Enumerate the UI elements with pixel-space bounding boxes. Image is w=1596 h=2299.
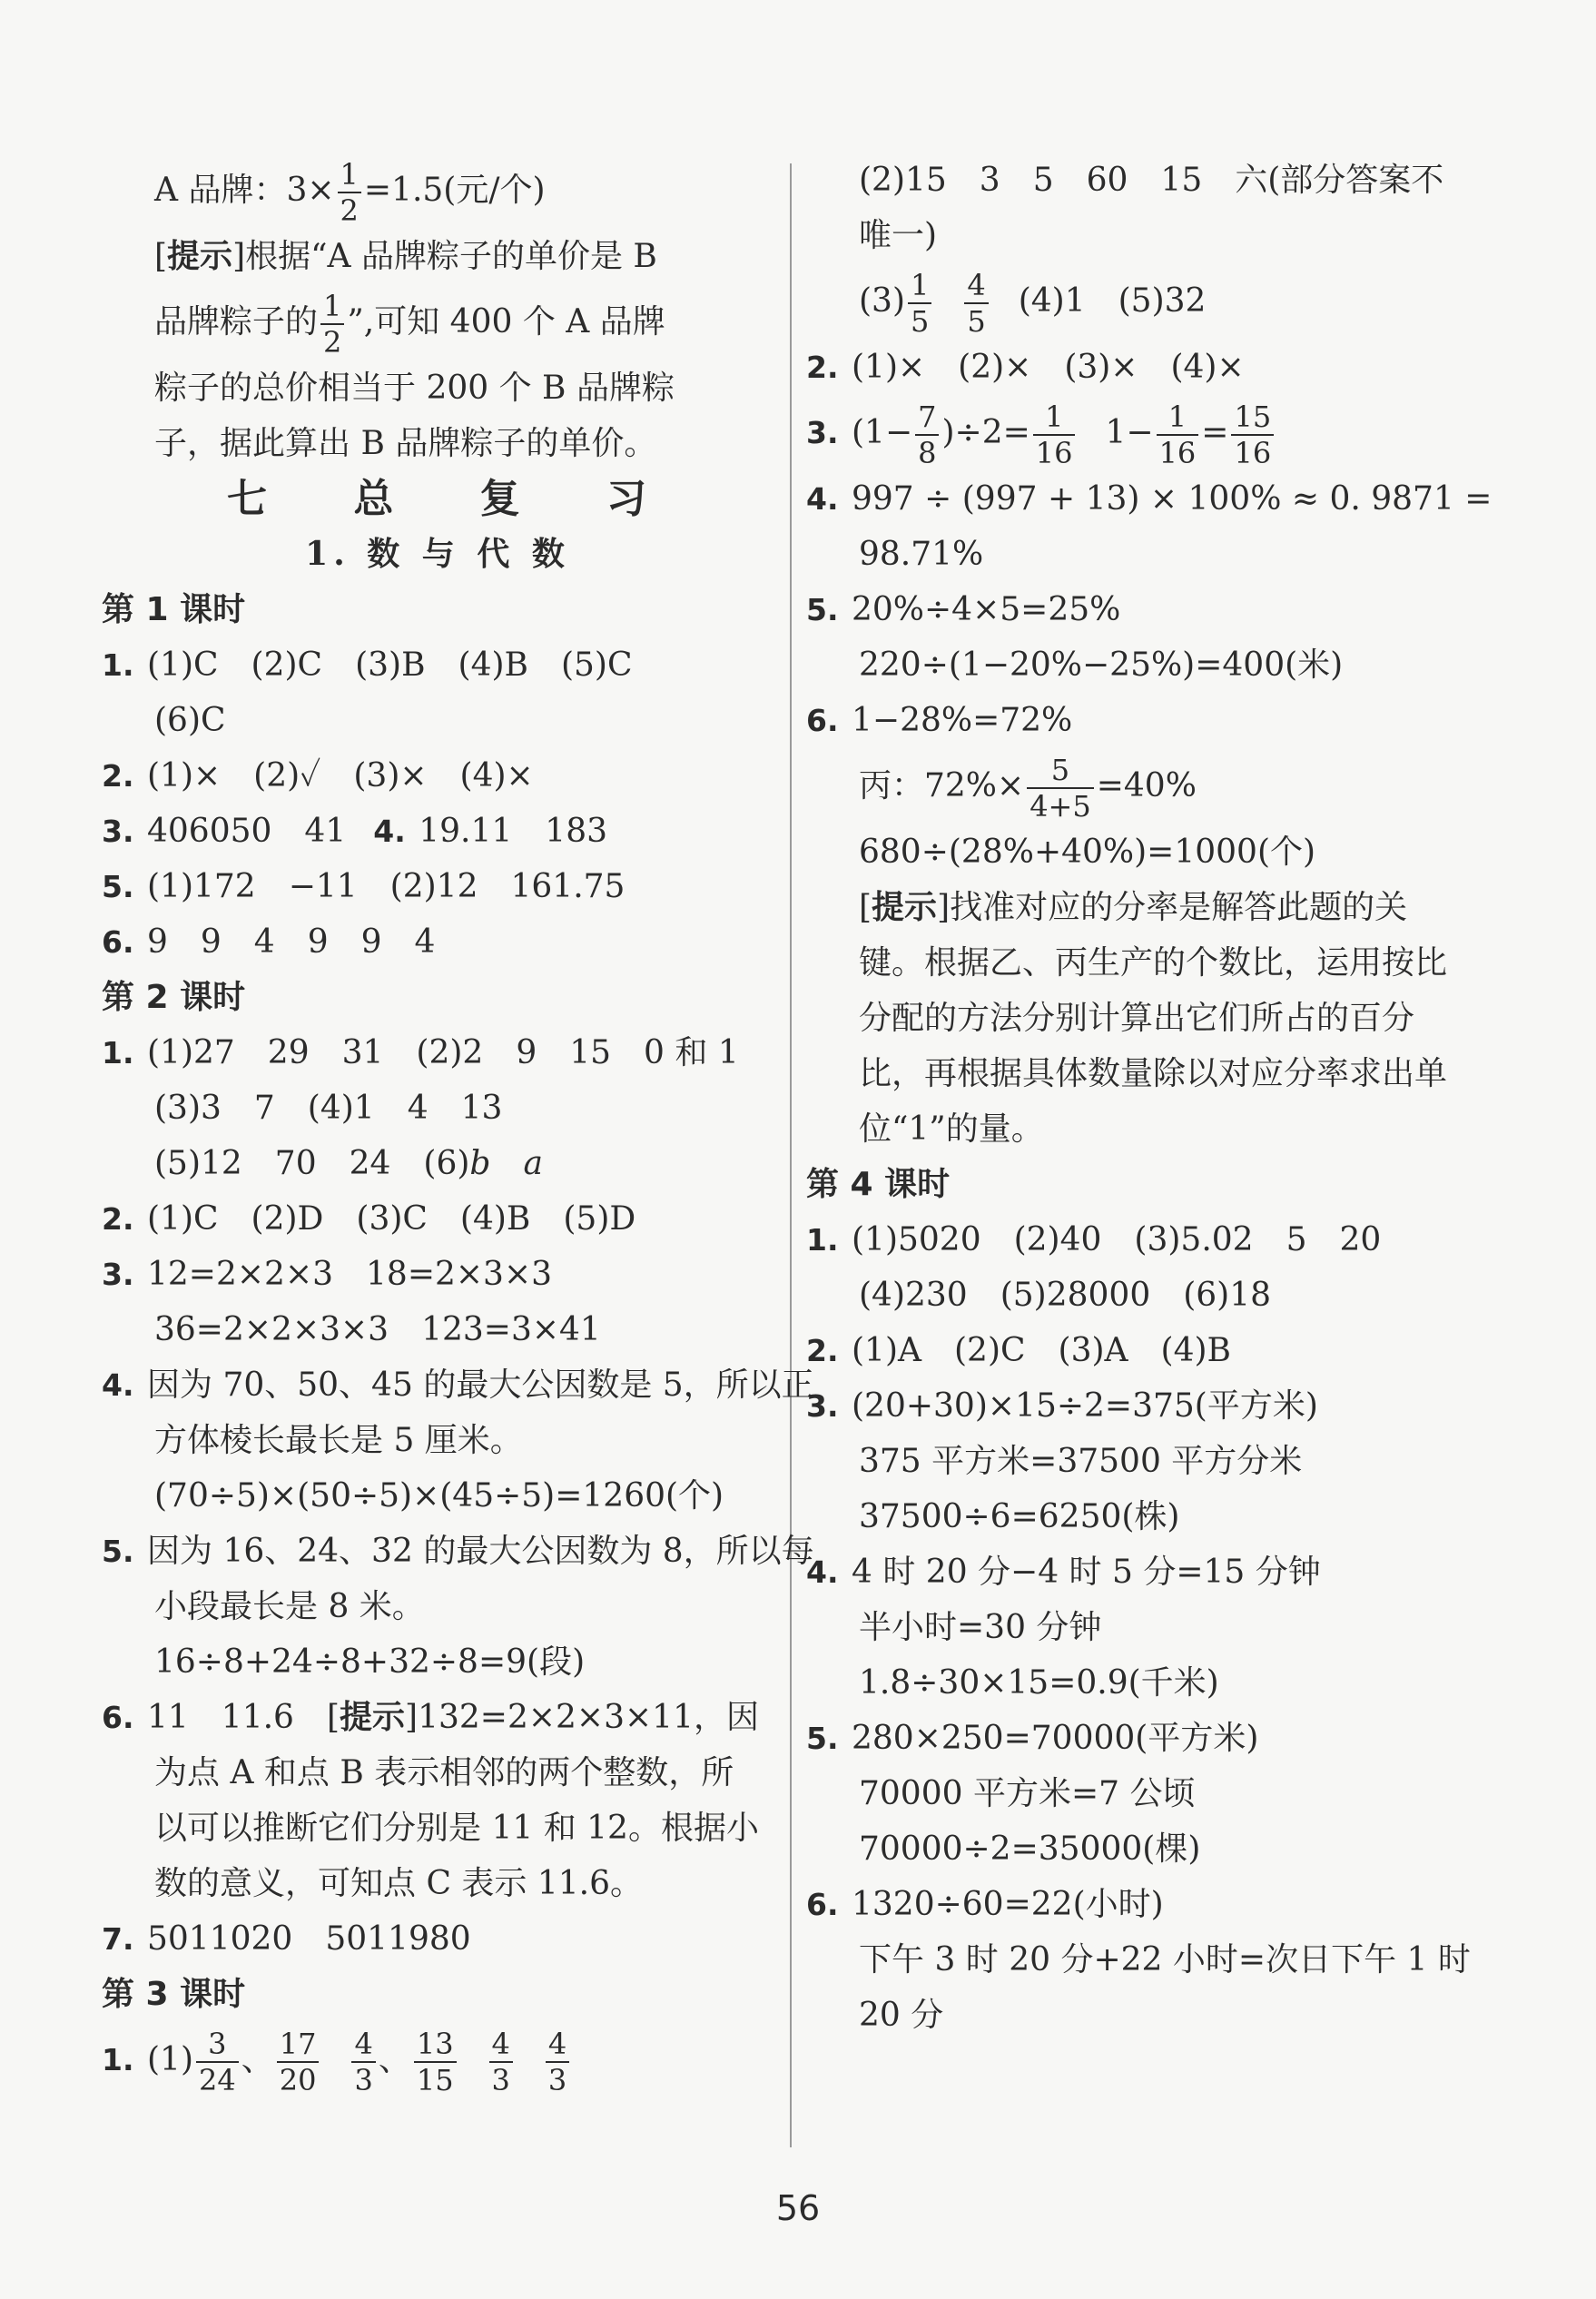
fraction: $\frac{17}{20}$ bbox=[277, 2029, 320, 2095]
answer-line: 1. (1)C (2)C (3)B (4)B (5)C bbox=[102, 646, 633, 684]
answer-line: 3. 406050 41 4. 19.11 183 bbox=[102, 813, 608, 850]
hint-line: 分配的方法分别计算出它们所占的百分 bbox=[859, 1000, 1415, 1037]
answer-line: 5. (1)172 −11 (2)12 161.75 bbox=[102, 868, 626, 905]
hint-line: [提示]找准对应的分率是解答此题的关 bbox=[806, 880, 1496, 935]
answer-line: 2. (1)× (2)✓ (3)× (4)× bbox=[102, 757, 534, 794]
lesson-heading: 第 4 课时 bbox=[806, 1166, 951, 1203]
lesson-heading: 第 2 课时 bbox=[102, 979, 246, 1016]
answer-line: 唯一) bbox=[859, 217, 938, 254]
answer-line: (4)230 (5)28000 (6)18 bbox=[859, 1277, 1272, 1314]
answer-line: 70000÷2=35000(棵) bbox=[859, 1830, 1201, 1868]
answer-line: 为点 A 和点 B 表示相邻的两个整数，所 bbox=[154, 1754, 734, 1791]
fraction: $\frac{3}{24}$ bbox=[196, 2029, 239, 2095]
fraction: $\frac{5}{4+5}$ bbox=[1027, 755, 1094, 821]
answer-line: 5. 20%÷4×5=25% bbox=[806, 591, 1121, 628]
fraction: $\frac{1}{2}$ bbox=[338, 160, 361, 225]
answer-line: 7. 5011020 5011980 bbox=[102, 1920, 471, 1958]
answer-line: 丙：72%× $\frac{5}{4+5}$ =40% bbox=[859, 753, 1197, 824]
answer-line: 1.8÷30×15=0.9(千米) bbox=[859, 1664, 1219, 1702]
answer-line: 680÷(28%+40%)=1000(个) bbox=[859, 834, 1316, 871]
hint-label: 提示 bbox=[340, 1699, 406, 1736]
fraction: $\frac{1}{16}$ bbox=[1157, 402, 1199, 468]
fraction: $\frac{1}{16}$ bbox=[1033, 402, 1076, 468]
fraction: $\frac{4}{3}$ bbox=[351, 2029, 375, 2095]
hint-line: 粽子的总价相当于 200 个 B 品牌粽 bbox=[154, 370, 675, 407]
hint-line: 比，再根据具体数量除以对应分率求出单 bbox=[859, 1055, 1448, 1092]
answer-line: 36=2×2×3×3 123=3×41 bbox=[154, 1311, 601, 1348]
answer-line: 5. 因为 16、24、32 的最大公因数为 8，所以每 bbox=[102, 1533, 814, 1570]
answer-line: 37500÷6=6250(株) bbox=[859, 1498, 1180, 1535]
answer-line: 70000 平方米=7 公顷 bbox=[859, 1775, 1196, 1812]
intro-text: A 品牌：3× bbox=[154, 172, 335, 209]
answer-line: (3)3 7 (4)1 4 13 bbox=[154, 1090, 503, 1127]
answer-line: 数的意义，可知点 C 表示 11.6。 bbox=[154, 1865, 644, 1902]
answer-line: 6. 1−28%=72% bbox=[806, 702, 1073, 739]
answer-line: 220÷(1−20%−25%)=400(米) bbox=[859, 646, 1344, 684]
fraction: $\frac{4}{3}$ bbox=[546, 2029, 569, 2095]
answer-line: 1. (1)5020 (2)40 (3)5.02 5 20 bbox=[806, 1221, 1382, 1258]
answer-line: 下午 3 时 20 分+22 小时=次日下午 1 时 bbox=[859, 1941, 1471, 1978]
answer-line: 2. (1)C (2)D (3)C (4)B (5)D bbox=[102, 1200, 636, 1238]
answer-line: 2. (1)A (2)C (3)A (4)B bbox=[806, 1332, 1231, 1369]
fraction: $\frac{15}{16}$ bbox=[1231, 402, 1274, 468]
answer-line: (70÷5)×(50÷5)×(45÷5)=1260(个) bbox=[154, 1477, 724, 1515]
answer-line: 6. 11 11.6 [提示]132=2×2×3×11，因 bbox=[102, 1690, 773, 1745]
hint-line: 位“1”的量。 bbox=[859, 1110, 1044, 1148]
lesson-heading: 第 3 课时 bbox=[102, 1976, 246, 2013]
answer-line: (5)12 70 24 (6)b a bbox=[154, 1145, 543, 1182]
page-number: 56 bbox=[775, 2188, 821, 2228]
answer-line: 3. 12=2×2×3 18=2×3×3 bbox=[102, 1256, 553, 1293]
lesson-heading: 第 1 课时 bbox=[102, 591, 246, 628]
answer-line: 4. 4 时 20 分−4 时 5 分=15 分钟 bbox=[806, 1554, 1321, 1591]
hint-line: 子，据此算出 B 品牌粽子的单价。 bbox=[154, 425, 657, 462]
hint-line: 品牌粽子的 $\frac{1}{2}$ ”,可知 400 个 A 品牌 bbox=[154, 289, 665, 360]
fraction: $\frac{1}{2}$ bbox=[320, 291, 344, 357]
section-title: 1. 数 与 代 数 bbox=[305, 535, 570, 573]
hint-label: 提示 bbox=[167, 238, 233, 275]
answer-line: 以可以推断它们分别是 11 和 12。根据小 bbox=[154, 1810, 759, 1847]
answer-line: 3. (20+30)×15÷2=375(平方米) bbox=[806, 1387, 1318, 1425]
fraction: $\frac{1}{5}$ bbox=[908, 271, 931, 336]
answer-line: 小段最长是 8 米。 bbox=[154, 1588, 425, 1625]
answer-line: 4. 997 ÷ (997 + 13) × 100% ≈ 0. 9871 = bbox=[806, 480, 1493, 518]
answer-line: (6)C bbox=[154, 702, 226, 739]
fraction: $\frac{4}{3}$ bbox=[489, 2029, 513, 2095]
answer-line: 2. (1)× (2)× (3)× (4)× bbox=[806, 349, 1245, 386]
left-column bbox=[102, 153, 814, 2098]
intro-line: A 品牌：3× $\frac{1}{2}$ =1.5(元/个) bbox=[154, 157, 546, 228]
answer-line: 1. (1)27 29 31 (2)2 9 15 0 和 1 bbox=[102, 1034, 739, 1071]
answer-line: 4. 因为 70、50、45 的最大公因数是 5，所以正 bbox=[102, 1367, 814, 1404]
hint-label: 提示 bbox=[872, 889, 938, 926]
answer-line: 1. (1) $\frac{3}{24}$ 、 $\frac{17}{20}$ $\frac{4}{3}$ 、 $\frac{13}{15}$ $\frac{4}{3}$ $\frac{4}{3}$ bbox=[102, 2022, 773, 2098]
answer-line: 375 平方米=37500 平方分米 bbox=[859, 1443, 1303, 1480]
hint-line: 键。根据乙、丙生产的个数比，运用按比 bbox=[859, 944, 1448, 982]
answer-line: 3. (1− $\frac{7}{8}$ )÷2= $\frac{1}{16}$ 1− $\frac{1}{16}$ = $\frac{15}{16}$ bbox=[806, 395, 1496, 471]
column-divider bbox=[790, 163, 792, 2147]
right-column bbox=[806, 153, 1496, 2043]
answer-line: 6. 1320÷60=22(小时) bbox=[806, 1886, 1164, 1923]
fraction: $\frac{13}{15}$ bbox=[414, 2029, 457, 2095]
answer-line: 20 分 bbox=[859, 1997, 944, 2034]
answer-line: 方体棱长最长是 5 厘米。 bbox=[154, 1422, 523, 1459]
answer-line: 16÷8+24÷8+32÷8=9(段) bbox=[154, 1643, 586, 1681]
hint-line: [提示]根据“A 品牌粽子的单价是 B bbox=[102, 229, 773, 284]
answer-line: (2)15 3 5 60 15 六(部分答案不 bbox=[859, 162, 1444, 199]
fraction: $\frac{7}{8}$ bbox=[915, 402, 939, 468]
answer-line: 98.71% bbox=[859, 536, 984, 573]
answer-line: 半小时=30 分钟 bbox=[859, 1609, 1102, 1646]
chapter-title: 七 总 复 习 bbox=[227, 476, 683, 522]
answer-line: (3) $\frac{1}{5}$ $\frac{4}{5}$ (4)1 (5)32 bbox=[859, 268, 1207, 339]
fraction: $\frac{4}{5}$ bbox=[964, 271, 988, 336]
answer-line: 5. 280×250=70000(平方米) bbox=[806, 1720, 1259, 1757]
answer-line: 6. 9 9 4 9 9 4 bbox=[102, 923, 436, 961]
